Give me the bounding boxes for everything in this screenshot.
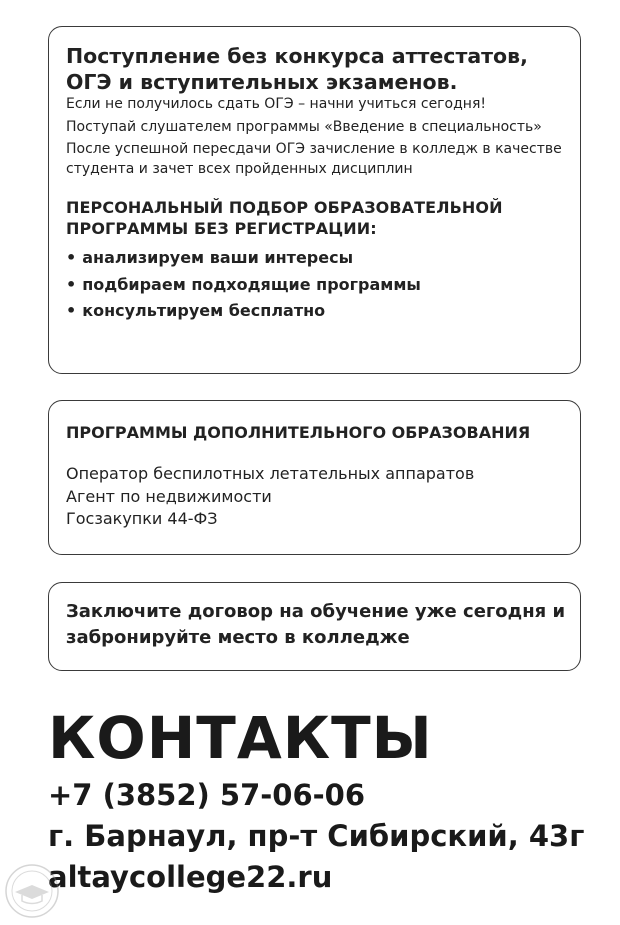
list-item: Оператор беспилотных летательных аппаратов <box>66 464 475 483</box>
list-item: Агент по недвижимости <box>66 486 272 506</box>
selection-heading: ПЕРСОНАЛЬНЫЙ ПОДБОР ОБРАЗОВАТЕЛЬНОЙ ПРОГРАММЫ БЕЗ РЕГИСТРАЦИИ: <box>66 198 503 238</box>
bullet-icon: • <box>66 248 77 267</box>
cta-box <box>48 582 581 671</box>
admission-info-box <box>48 26 581 374</box>
selection-list <box>66 245 570 325</box>
bullet-icon: • <box>66 301 77 320</box>
bullet-icon: • <box>66 274 77 294</box>
admission-program-text: Поступай слушателем программы «Введение в специальность» <box>66 118 542 135</box>
admission-title-line2: ОГЭ и вступительных экзаменов. <box>66 70 458 94</box>
list-item: Госзакупки 44-ФЗ <box>66 509 218 528</box>
admission-intro: Если не получилось сдать ОГЭ – начни учиться сегодня! <box>66 96 486 112</box>
admission-title-line1: Поступление без конкурса аттестатов, <box>66 44 528 68</box>
cta-line2: забронируйте место в колледже <box>66 627 410 648</box>
list-item <box>66 298 570 325</box>
list-item-text: подбираем подходящие программы <box>82 274 421 294</box>
list-item-text: анализируем ваши интересы <box>82 248 354 267</box>
programs-heading: ПРОГРАММЫ ДОПОЛНИТЕЛЬНОГО ОБРАЗОВАНИЯ <box>66 423 531 442</box>
contacts-title: КОНТАКТЫ <box>48 704 433 772</box>
contact-phone: +7 (3852) 57-06-06 <box>48 778 366 812</box>
programs-list <box>66 463 570 531</box>
list-item <box>66 272 570 299</box>
admission-enrollment-text: После успешной пересдачи ОГЭ зачисление в колледж в качестве студента и зачет всех пройденных дисциплин <box>66 141 562 177</box>
list-item-text: консультируем бесплатно <box>82 301 326 320</box>
list-item <box>66 245 570 272</box>
graduation-cap-stamp-icon <box>3 862 61 920</box>
cta-line1: Заключите договор на обучение уже сегодня и <box>66 601 566 622</box>
contact-website: altaycollege22.ru <box>48 860 333 894</box>
programs-box <box>48 400 581 555</box>
contact-address: г. Барнаул, пр-т Сибирский, 43г <box>48 819 585 853</box>
